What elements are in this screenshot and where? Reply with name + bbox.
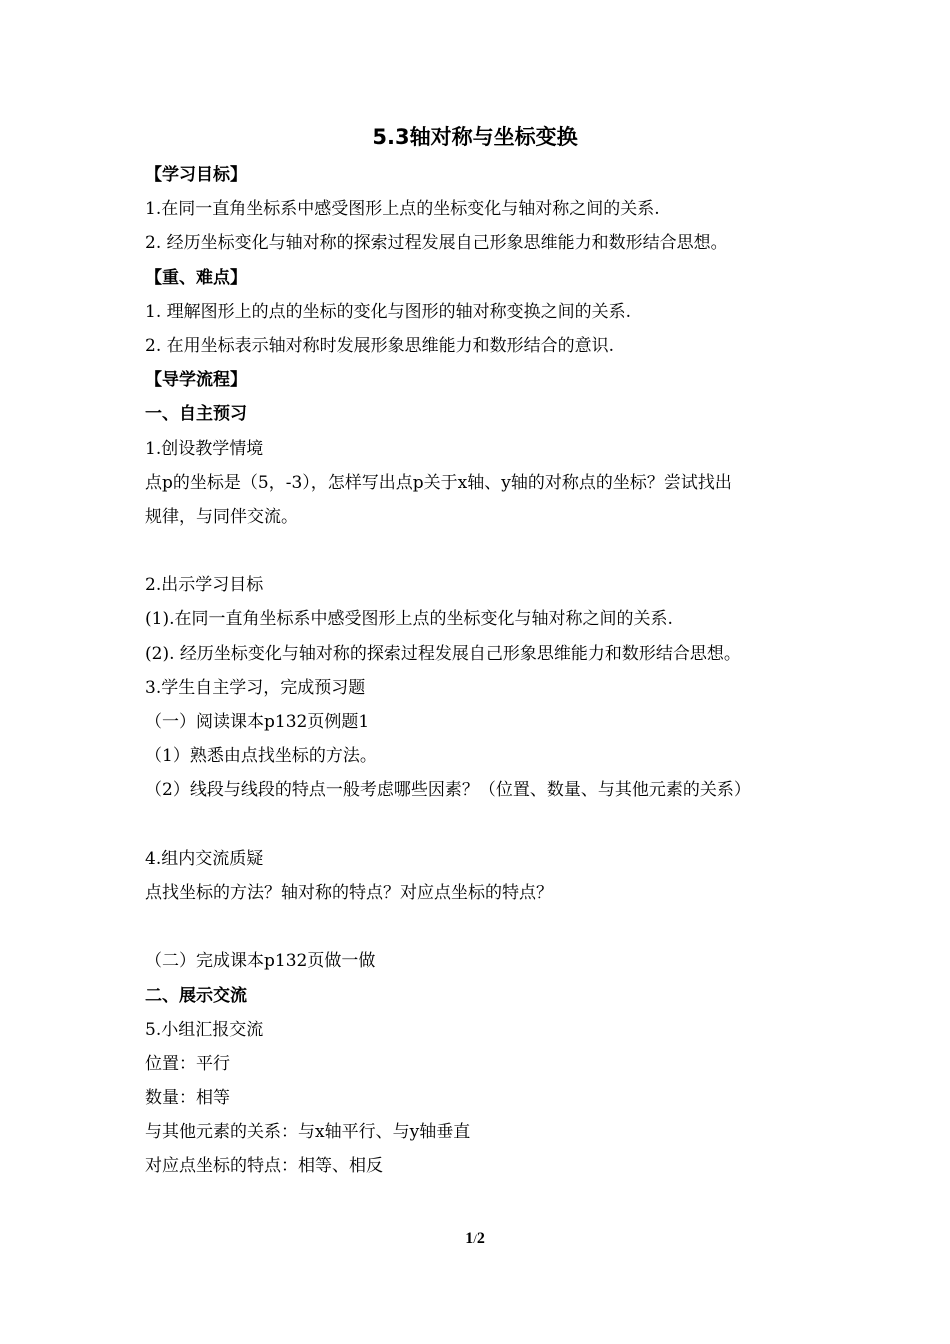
- document-title: 5.3轴对称与坐标变换: [372, 125, 578, 149]
- paragraph-line: 点p的坐标是（5，-3），怎样写出点p关于x轴、y轴的对称点的坐标？尝试找出: [145, 472, 732, 493]
- section-heading-goals: 【学习目标】: [145, 165, 247, 185]
- paragraph-line: 规律，与同伴交流。: [145, 506, 298, 527]
- step-title: 4.组内交流质疑: [145, 848, 264, 869]
- page-current: 1: [465, 1230, 474, 1247]
- report-item: 与其他元素的关系：与x轴平行、与y轴垂直: [145, 1122, 471, 1143]
- report-item: 位置：平行: [145, 1053, 230, 1074]
- blank-line: [145, 534, 825, 568]
- step-title: 5.小组汇报交流: [145, 1019, 264, 1040]
- task-item: （2）线段与线段的特点一般考虑哪些因素？（位置、数量、与其他元素的关系）: [145, 780, 751, 801]
- paragraph-line: 点找坐标的方法？轴对称的特点？对应点坐标的特点？: [145, 882, 553, 903]
- page-separator: /: [473, 1231, 477, 1246]
- part-heading-self-study: 一、自主预习: [145, 404, 247, 425]
- step-title: 1.创设教学情境: [145, 438, 264, 459]
- page-total: 2: [476, 1230, 485, 1247]
- goal-item: 2. 经历坐标变化与轴对称的探索过程发展自己形象思维能力和数形结合思想。: [145, 233, 728, 254]
- part-heading-showcase: 二、展示交流: [145, 985, 247, 1006]
- blank-line: [145, 910, 825, 944]
- task-item: （二）完成课本p132页做一做: [145, 951, 376, 972]
- step-title: 3.学生自主学习，完成预习题: [145, 677, 366, 698]
- task-item: （1）熟悉由点找坐标的方法。: [145, 746, 377, 767]
- step-title: 2.出示学习目标: [145, 575, 264, 596]
- task-item: （一）阅读课本p132页例题1: [145, 712, 370, 732]
- keypoint-item: 2. 在用坐标表示轴对称时发展形象思维能力和数形结合的意识.: [145, 335, 615, 356]
- report-item: 对应点坐标的特点：相等、相反: [145, 1156, 383, 1177]
- goal-item: 1.在同一直角坐标系中感受图形上点的坐标变化与轴对称之间的关系.: [145, 199, 660, 220]
- page-number: [0, 1228, 950, 1250]
- objective-item: (1).在同一直角坐标系中感受图形上点的坐标变化与轴对称之间的关系.: [145, 609, 673, 630]
- objective-item: (2). 经历坐标变化与轴对称的探索过程发展自己形象思维能力和数形结合思想。: [145, 643, 741, 664]
- report-item: 数量：相等: [145, 1088, 230, 1109]
- keypoint-item: 1. 理解图形上的点的坐标的变化与图形的轴对称变换之间的关系.: [145, 301, 632, 322]
- section-heading-flow: 【导学流程】: [145, 370, 247, 391]
- blank-line: [145, 808, 825, 842]
- section-heading-keypoints: 【重、难点】: [145, 267, 247, 288]
- document-body: [145, 158, 825, 1184]
